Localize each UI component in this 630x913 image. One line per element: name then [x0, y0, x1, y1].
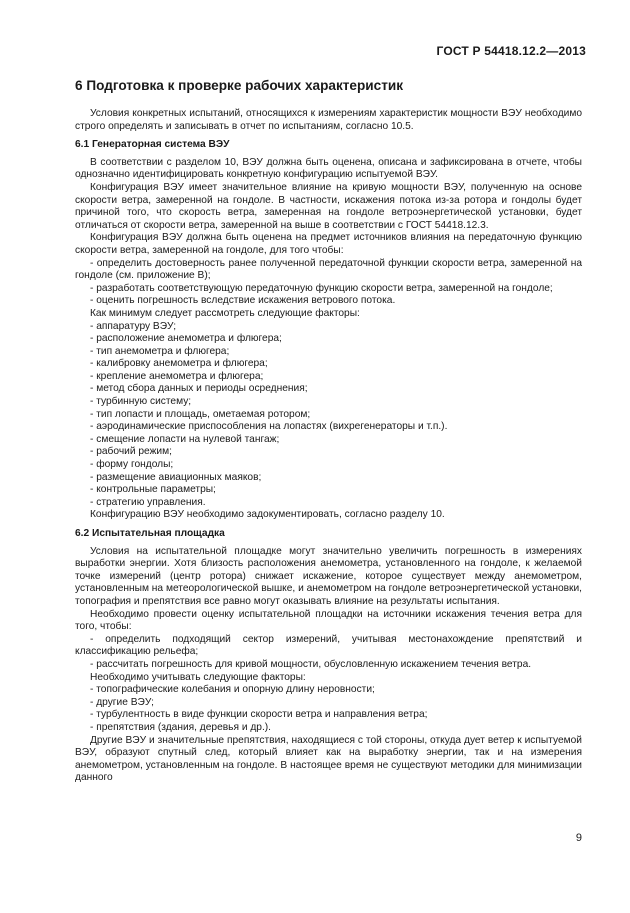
- list-item: - разработать соответствующую передаточную функцию скорости ветра, замеренной на гондоле;: [90, 282, 553, 294]
- list-item: - рассчитать погрешность для кривой мощности, обусловленную искажением течения ветра.: [90, 658, 532, 670]
- intro-paragraph: Условия конкретных испытаний, относящихся к измерениям характеристик мощности ВЭУ необходимо строго определять и записывать в отчет по испытаниям, согласно 10.5.: [75, 108, 582, 132]
- paragraph: В соответствии с разделом 10, ВЭУ должна быть оценена, описана и зафиксирована в отчете, чтобы однозначно идентифицировать конкретную конфигурацию испытуемой ВЭУ.: [75, 156, 582, 181]
- subsection-title-6-1: 6.1 Генераторная система ВЭУ: [75, 139, 230, 151]
- list-item: - оценить погрешность вследствие искажения ветрового потока.: [90, 295, 396, 307]
- list-item: - определить подходящий сектор измерений, учитывая местонахождение препятствий и классификацию рельефа;: [75, 633, 582, 658]
- list-item: - тип лопасти и площадь, ометаемая ротором;: [90, 408, 311, 420]
- list-item: - калибровку анемометра и флюгера;: [90, 358, 268, 370]
- paragraph: Необходимо учитывать следующие факторы:: [90, 671, 306, 683]
- page-number: 9: [575, 832, 582, 844]
- list-item: - другие ВЭУ;: [90, 696, 154, 708]
- paragraph: Как минимум следует рассмотреть следующие факторы:: [90, 307, 360, 319]
- list-item: - аэродинамические приспособления на лопастях (вихрегенераторы и т.п.).: [90, 421, 448, 433]
- page-content: [75, 78, 582, 785]
- list-item: - топографические колебания и опорную длину неровности;: [90, 684, 375, 696]
- paragraph: Условия на испытательной площадке могут значительно увеличить погрешность в измерениях выработки энергии. Хотя близость расположения анемометра, установленного на гондоле, к желаемой точке измерений (центр ротора) снижает искажение, которое существует между анемометром, установленным на метеорологической вышке, и анемометром на гондоле ветроэнергетической установки, топография и препятствия все равно могут оказывать влияние на результаты испытания.: [75, 545, 582, 607]
- document-header: ГОСТ Р 54418.12.2—2013: [436, 44, 586, 58]
- list-item: - крепление анемометра и флюгера;: [90, 370, 264, 382]
- list-item: - контрольные параметры;: [90, 484, 216, 496]
- list-item: - расположение анемометра и флюгера;: [90, 333, 282, 345]
- paragraph: Конфигурацию ВЭУ необходимо задокументировать, согласно разделу 10.: [90, 509, 445, 521]
- list-item: - аппаратуру ВЭУ;: [90, 320, 177, 332]
- section-title: 6 Подготовка к проверке рабочих характеристик: [75, 78, 404, 93]
- list-item: - определить достоверность ранее полученной передаточной функции скорости ветра, замеренной на гондоле (см. приложение В);: [75, 257, 582, 282]
- list-item: - метод сбора данных и периоды осреднения;: [90, 383, 308, 395]
- paragraph: Конфигурация ВЭУ должна быть оценена на предмет источников влияния на передаточную функцию скорости ветра, замеренной на гондоле, для того чтобы:: [75, 232, 582, 256]
- list-item: - размещение авиационных маяков;: [90, 471, 262, 483]
- list-item: - стратегию управления.: [90, 496, 206, 508]
- list-item: - смещение лопасти на нулевой тангаж;: [90, 433, 280, 445]
- paragraph: Конфигурация ВЭУ имеет значительное влияние на кривую мощности ВЭУ, полученную на основе скорости ветра, замеренной на гондоле. В частности, искажения потока из-за ротора и гондолы будет причиной того, что скорость ветра, замеренная на гондоле ветроэнергетической установки, будет отличаться от скорости ветра, замеренной на выше в соответствии с ГОСТ 54418.12.3.: [75, 181, 582, 231]
- subsection-title-6-2: 6.2 Испытательная площадка: [75, 528, 225, 539]
- paragraph: Другие ВЭУ и значительные препятствия, находящиеся с той стороны, откуда дует ветер к испытуемой ВЭУ, образуют спутный след, который влияет как на выработку энергии, так и на измерения анемометром, установленным на гондоле. В настоящее время не существуют методики для минимизации данного: [75, 734, 582, 784]
- list-item: - рабочий режим;: [90, 446, 172, 458]
- list-item: - форму гондолы;: [90, 459, 174, 471]
- list-item: - препятствия (здания, деревья и др.).: [90, 721, 272, 733]
- paragraph: Необходимо провести оценку испытательной площадки на источники искажения течения ветра для того, чтобы:: [75, 608, 582, 633]
- list-item: - турбинную систему;: [90, 396, 192, 408]
- list-item: - турбулентность в виде функции скорости ветра и направления ветра;: [90, 709, 428, 721]
- list-item: - тип анемометра и флюгера;: [90, 345, 230, 357]
